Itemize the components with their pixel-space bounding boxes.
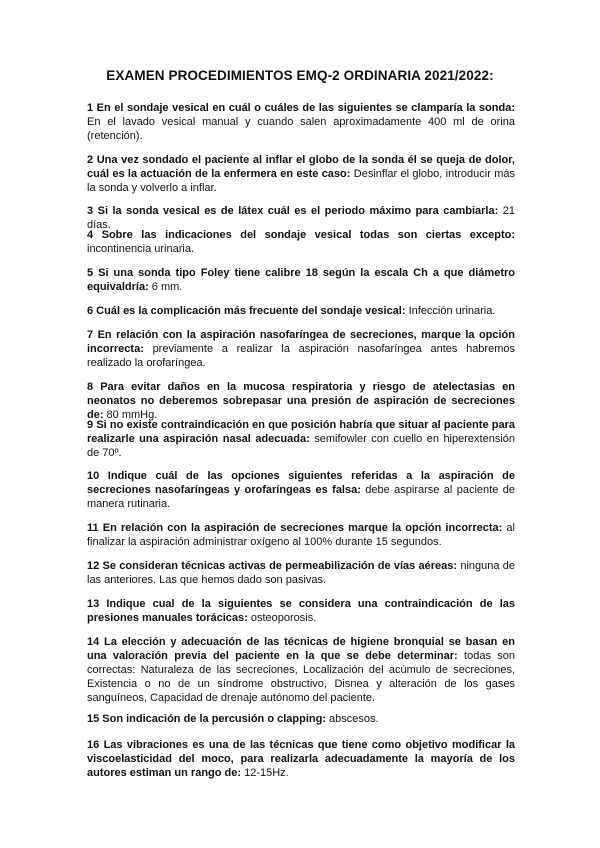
- question-16: [87, 738, 515, 780]
- question-15: [87, 712, 515, 726]
- question-text: 8 Para evitar daños en la mucosa respiratoria y riesgo de atelectasias en neonatos no deberemos sobrepasar una presión de aspiración de secreciones de:: [87, 381, 515, 421]
- question-8: [87, 380, 515, 422]
- question-10: [87, 469, 515, 511]
- answer-text: ninguna de las anteriores. Las que hemos dado son pasivas.: [87, 560, 515, 586]
- question-text: 1 En el sondaje vesical en cuál o cuáles de las siguientes se clamparía la sonda:: [87, 102, 515, 114]
- question-text: 5 Si una sonda tipo Foley tiene calibre 18 según la escala Ch a que diámetro equivaldría:: [87, 267, 515, 293]
- answer-text: al finalizar la aspiración administrar oxígeno al 100% durante 15 segundos.: [87, 522, 515, 548]
- question-1: [87, 101, 515, 143]
- answer-text: previamente a realizar la aspiración nasofaríngea antes habremos realizado la orofaríngea.: [87, 343, 515, 369]
- answer-text: 80 mmHg.: [103, 409, 158, 421]
- answer-text: semifowler con cuello en hiperextensión de 70º.: [87, 433, 515, 459]
- question-4: [87, 228, 515, 256]
- question-text: 10 Indique cuál de las opciones siguientes referidas a la aspiración de secreciones nasofaríngeas y orofaríngeas es falsa:: [87, 470, 515, 496]
- question-text: 14 La elección y adecuación de las técnicas de higiene bronquial se basan en una valoración previa del paciente en la que se debe determinar:: [87, 636, 515, 662]
- question-12: [87, 559, 515, 587]
- question-text: 4 Sobre las indicaciones del sondaje vesical todas son ciertas excepto:: [87, 229, 515, 241]
- question-text: 2 Una vez sondado el paciente al inflar el globo de la sonda él se queja de dolor, cuál es la actuación de la enfermera en este caso:: [87, 154, 515, 180]
- answer-text: Infección urinaria.: [405, 305, 496, 317]
- answer-text: todas son correctas: Naturaleza de las secreciones, Localización del acúmulo de secreciones, Existencia o no de un síndrome obstructivo, Disnea y alteración de los gases sanguíneos, Capacidad de drenaje autónomo del paciente.: [87, 650, 516, 704]
- answer-text: 6 mm.: [148, 281, 183, 293]
- answer-text: En el lavado vesical manual y cuando salen aproximadamente 400 ml de orina (retención).: [87, 116, 515, 142]
- question-text: 7 En relación con la aspiración nasofaríngea de secreciones, marque la opción incorrecta:: [87, 329, 515, 355]
- question-text: 16 Las vibraciones es una de las técnicas que tiene como objetivo modificar la viscoelasticidad del moco, para realizarla adecuadamente la mayoría de los autores estiman un rango de:: [87, 739, 515, 779]
- answer-text: abscesos.: [326, 713, 379, 725]
- question-14: [87, 635, 515, 705]
- question-7: [87, 328, 515, 370]
- answer-text: 21 días.: [87, 205, 515, 231]
- document-title: EXAMEN PROCEDIMIENTOS EMQ-2 ORDINARIA 2021/2022:: [106, 68, 494, 83]
- question-6: [87, 304, 515, 318]
- answer-text: debe aspirarse al paciente de manera rutinaria.: [87, 484, 515, 510]
- question-text: 13 Indique cual de la siguientes se considera una contraindicación de las presiones manuales torácicas:: [87, 598, 515, 624]
- question-text: 6 Cuál es la complicación más frecuente del sondaje vesical:: [87, 305, 406, 317]
- question-11: [87, 521, 515, 549]
- answer-text: 12-15Hz.: [241, 767, 289, 779]
- answer-text: osteoporosis.: [247, 612, 317, 624]
- question-text: 15 Son indicación de la percusión o clapping:: [87, 713, 326, 725]
- question-2: [87, 153, 515, 195]
- question-text: 9 Si no existe contraindicación en que posición habría que situar al paciente para realizarle una aspiración nasal adecuada:: [87, 419, 515, 445]
- answer-text: incontinencia urinaria.: [87, 243, 195, 255]
- question-9: [87, 418, 515, 460]
- question-text: 12 Se consideran técnicas activas de permeabilización de vías aéreas:: [87, 560, 458, 572]
- question-text: 11 En relación con la aspiración de secreciones marque la opción incorrecta:: [87, 522, 503, 534]
- answer-text: Desinflar el globo, introducir más la sonda y volverlo a inflar.: [87, 168, 515, 194]
- question-13: [87, 597, 515, 625]
- question-5: [87, 266, 515, 294]
- question-text: 3 Si la sonda vesical es de látex cuál es el periodo máximo para cambiarla:: [87, 205, 499, 217]
